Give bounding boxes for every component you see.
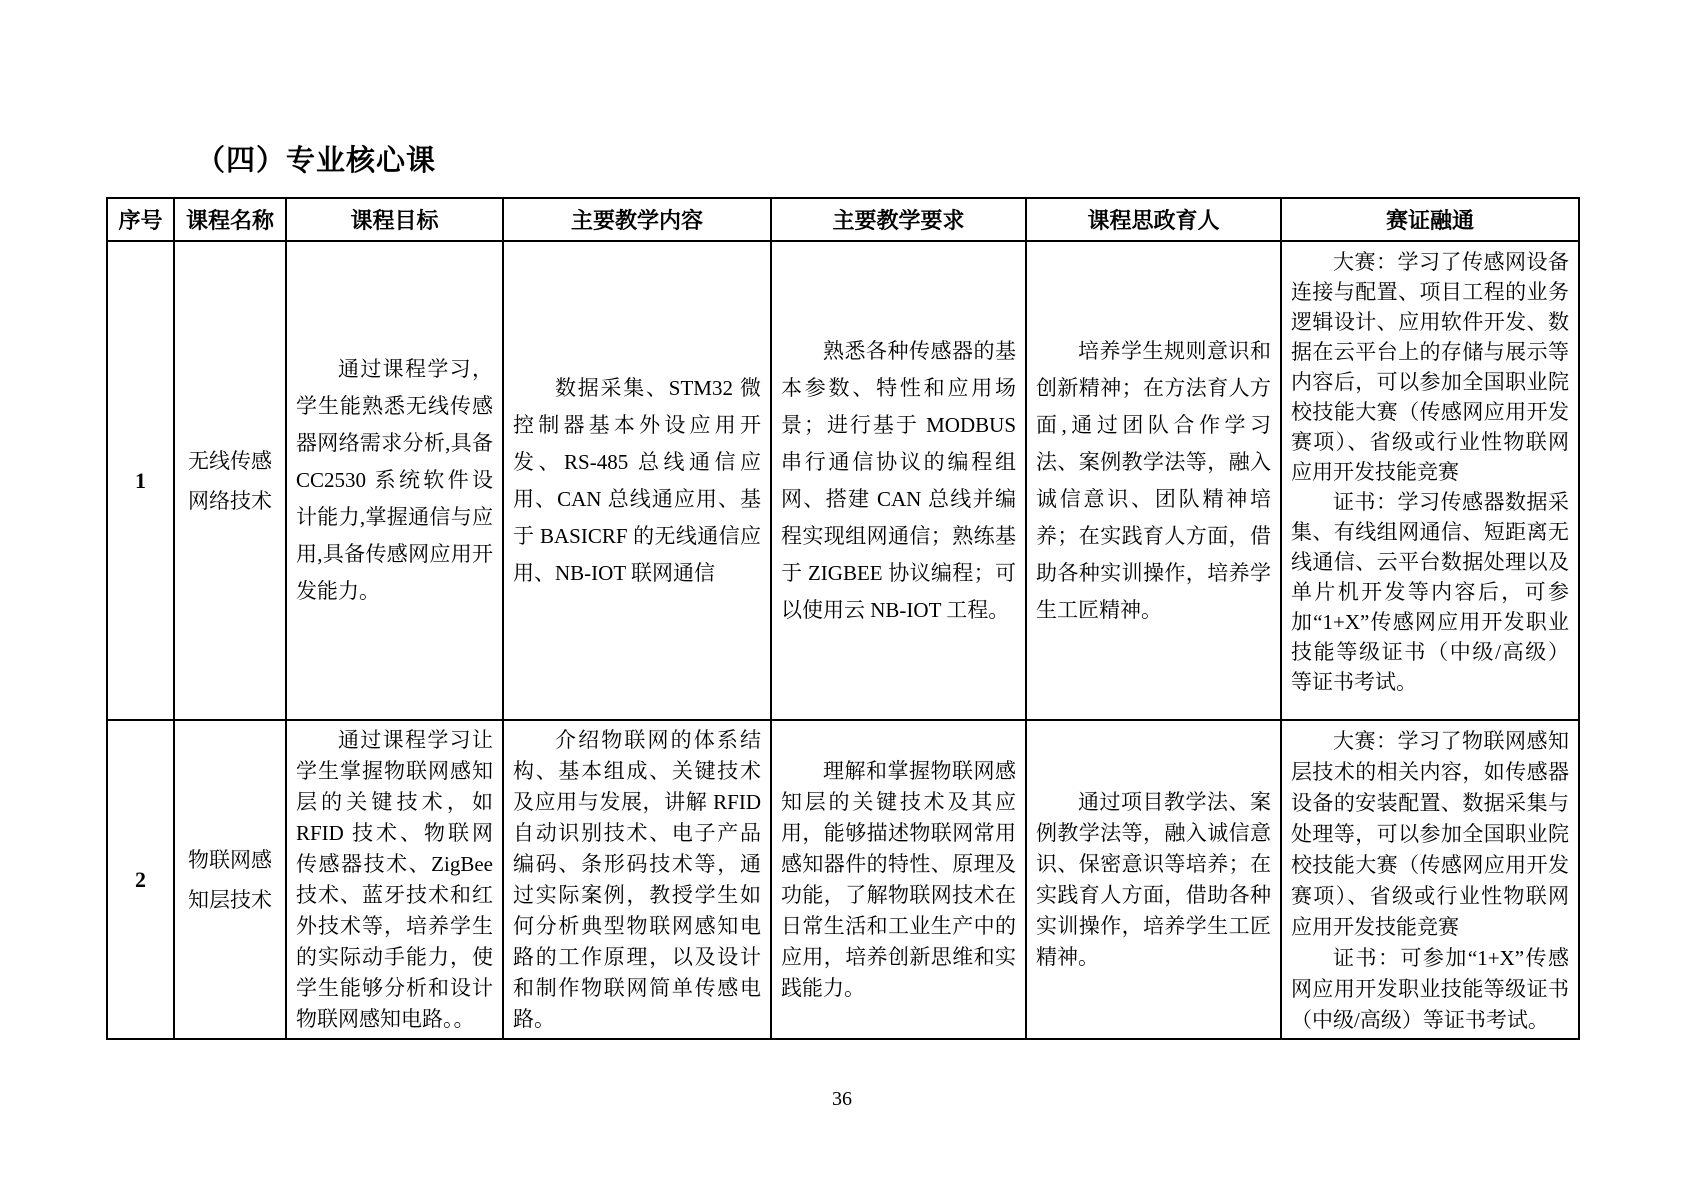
header-ideology: 课程思政育人 — [1026, 198, 1281, 241]
row2-course-name-cell — [174, 720, 286, 1039]
row1-competition-text: 大赛：学习了传感网设备连接与配置、项目工程的业务逻辑设计、应用软件开发、数据在云平台上的存储与展示等内容后，可以参加全国职业院校技能大赛（传感网应用开发赛项）、省级或行业性物联网应用开发技能竞赛 — [1291, 250, 1569, 484]
row2-course-name: 物联网感知层技术 — [188, 847, 272, 912]
row2-index: 2 — [135, 866, 146, 892]
table-row — [107, 720, 1579, 1039]
header-teaching-content: 主要教学内容 — [503, 198, 771, 241]
row1-course-name: 无线传感网络技术 — [188, 448, 272, 513]
header-teaching-requirements: 主要教学要求 — [771, 198, 1026, 241]
header-course-name: 课程名称 — [174, 198, 286, 241]
page-number: 36 — [832, 1088, 852, 1110]
row2-teaching-requirements-cell — [771, 720, 1026, 1039]
table-row — [107, 241, 1579, 720]
row1-competition-cell — [1281, 241, 1579, 720]
row2-ideology-text: 通过项目教学法、案例教学法等，融入诚信意识、保密意识等培养；在实践育人方面，借助各种实训操作，培养学生工匠精神。 — [1036, 789, 1271, 969]
header-index: 序号 — [107, 198, 174, 241]
row1-ideology-text: 培养学生规则意识和创新精神；在方法育人方面,通过团队合作学习法、案例教学法等，融入诚信意识、团队精神培养；在实践育人方面，借助各种实训操作，培养学生工匠精神。 — [1036, 338, 1271, 622]
row1-ideology-cell — [1026, 241, 1281, 720]
table-header-row — [107, 198, 1579, 241]
row2-teaching-requirements-text: 理解和掌握物联网感知层的关键技术及其应用，能够描述物联网常用感知器件的特性、原理及功能，了解物联网技术在日常生活和工业生产中的应用，培养创新思维和实践能力。 — [781, 758, 1016, 1000]
row2-objective-cell — [286, 720, 503, 1039]
row1-index-cell — [107, 241, 174, 720]
row2-teaching-content-text: 介绍物联网的体系结构、基本组成、关键技术及应用与发展，讲解 RFID 自动识别技术、电子产品编码、条形码技术等，通过实际案例，教授学生如何分析典型物联网感知电路的工作原理，以及设计和制作物联网简单传感电路。 — [513, 727, 761, 1031]
row1-teaching-requirements-cell — [771, 241, 1026, 720]
header-competition-certificate: 赛证融通 — [1281, 198, 1579, 241]
row2-competition-cell — [1281, 720, 1579, 1039]
row2-ideology-cell — [1026, 720, 1281, 1039]
header-course-objective: 课程目标 — [286, 198, 503, 241]
row2-objective-text: 通过课程学习让学生掌握物联网感知层的关键技术，如 RFID 技术、物联网传感器技术、ZigBee 技术、蓝牙技术和红外技术等，培养学生的实际动手能力，使学生能够分析和设计物联网感知电路。。 — [296, 727, 493, 1031]
row1-index: 1 — [135, 467, 146, 493]
row1-course-name-cell — [174, 241, 286, 720]
row1-teaching-requirements-text: 熟悉各种传感器的基本参数、特性和应用场景；进行基于 MODBUS 串行通信协议的编程组网、搭建 CAN 总线并编程实现组网通信；熟练基于 ZIGBEE 协议编程；可以使用云 NB-IOT 工程。 — [781, 338, 1016, 622]
section-title: （四）专业核心课 — [196, 145, 437, 177]
row2-competition-text: 大赛：学习了物联网感知层技术的相关内容，如传感器设备的安装配置、数据采集与处理等，可以参加全国职业院校技能大赛（传感网应用开发赛项）、省级或行业性物联网应用开发技能竞赛 — [1291, 729, 1569, 939]
core-course-table — [106, 197, 1580, 1040]
row2-teaching-content-cell — [503, 720, 771, 1039]
row1-objective-cell — [286, 241, 503, 720]
row2-certificate-text: 证书：可参加“1+X”传感网应用开发职业技能等级证书（中级/高级）等证书考试。 — [1291, 946, 1569, 1032]
row1-teaching-content-text: 数据采集、STM32 微控制器基本外设应用开发、RS-485 总线通信应用、CAN 总线通应用、基于 BASICRF 的无线通信应用、NB-IOT 联网通信 — [513, 375, 761, 585]
row1-teaching-content-cell — [503, 241, 771, 720]
row1-objective-text: 通过课程学习，学生能熟悉无线传感器网络需求分析,具备 CC2530 系统软件设计能力,掌握通信与应用,具备传感网应用开发能力。 — [296, 357, 493, 603]
row1-certificate-text: 证书：学习传感器数据采集、有线组网通信、短距离无线通信、云平台数据处理以及单片机开发等内容后，可参加“1+X”传感网应用开发职业技能等级证书（中级/高级）等证书考试。 — [1291, 490, 1569, 694]
row2-index-cell — [107, 720, 174, 1039]
